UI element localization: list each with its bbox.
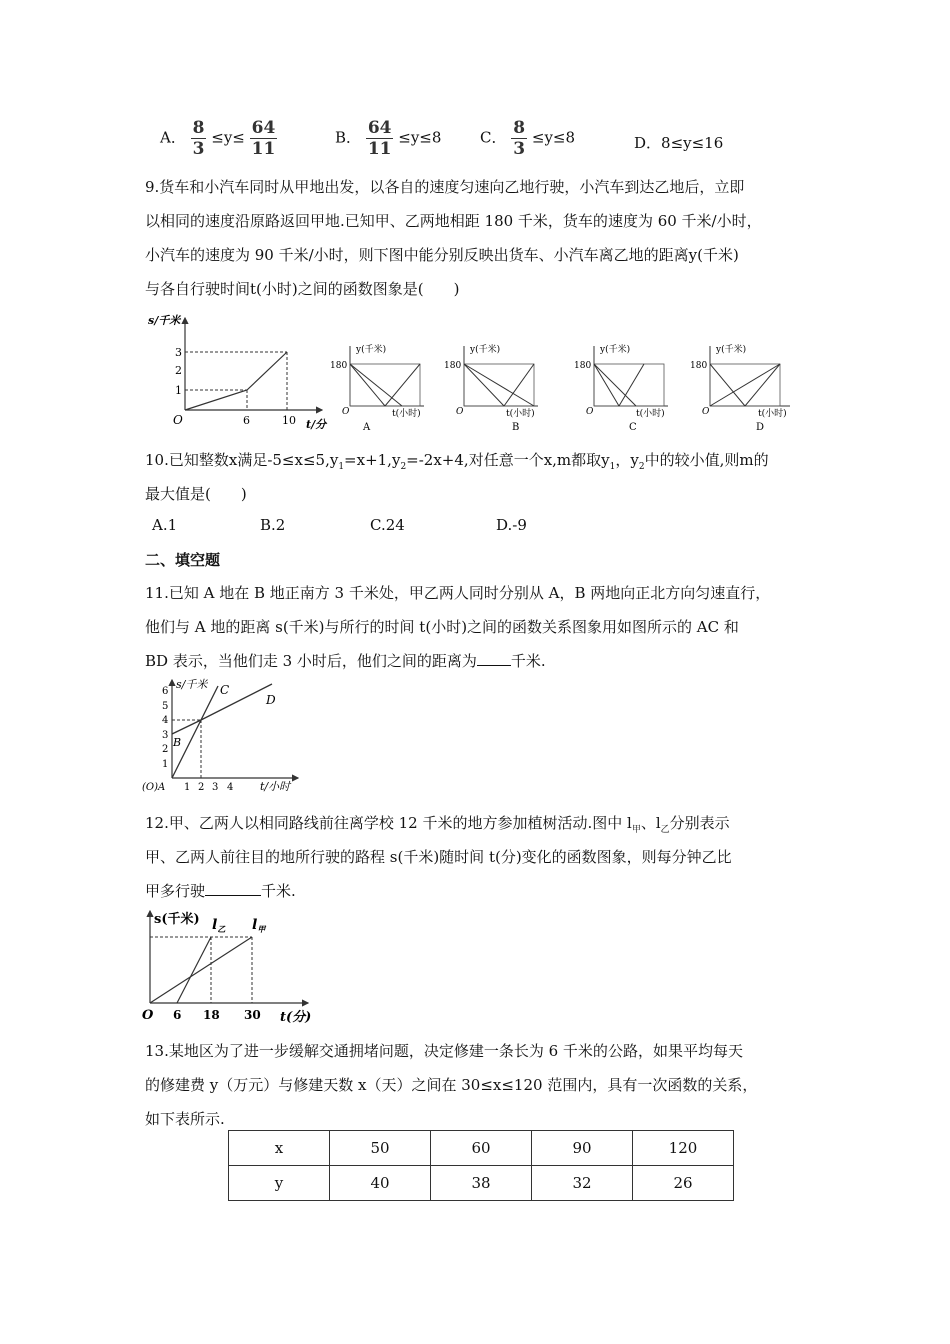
q11-graph xyxy=(140,674,305,792)
svg-text:180: 180 xyxy=(330,361,348,371)
q9-line-4: 与各自行驶时间t(小时)之间的函数图象是( ) xyxy=(145,280,460,298)
svg-text:O: O xyxy=(702,407,710,417)
line-jia xyxy=(150,937,252,1003)
table-row xyxy=(229,1131,734,1166)
svg-text:18: 18 xyxy=(203,1008,220,1022)
table-cell: 120 xyxy=(633,1131,734,1166)
svg-text:180: 180 xyxy=(444,361,462,371)
graph-a-label: A xyxy=(363,422,371,433)
q12-line-3: 甲多行驶 千米. xyxy=(145,882,296,900)
graph-c-label: C xyxy=(629,422,637,433)
svg-text:O: O xyxy=(456,407,464,417)
svg-text:y(千米): y(千米) xyxy=(600,345,631,355)
q9-line-1: 9.货车和小汽车同时从甲地出发，以各自的速度匀速向乙地行驶，小汽车到达乙地后，立即 xyxy=(145,178,745,196)
svg-text:O: O xyxy=(586,407,594,417)
svg-text:B: B xyxy=(173,736,182,749)
q9-graph-b xyxy=(444,340,544,435)
svg-text:1: 1 xyxy=(162,759,169,770)
x-tick-10: 10 xyxy=(282,414,296,427)
svg-text:y(千米): y(千米) xyxy=(716,345,747,355)
svg-text:t(小时): t(小时) xyxy=(392,409,421,419)
svg-text:2: 2 xyxy=(162,744,169,755)
q13-line-1: 13.某地区为了进一步缓解交通拥堵问题，决定修建一条长为 6 千米的公路，如果平均每天 xyxy=(145,1042,743,1060)
q13-table xyxy=(228,1130,734,1201)
svg-text:D: D xyxy=(266,693,276,707)
section-heading: 二、填空题 xyxy=(145,551,221,569)
q8-option-b: B． $\frac{64}{11}$ ≤y≤8 xyxy=(335,118,442,159)
svg-text:t(小时): t(小时) xyxy=(636,409,665,419)
table-row xyxy=(229,1166,734,1201)
q10-option-a: A.1 xyxy=(152,516,178,534)
line-bd xyxy=(201,684,272,720)
x-axis-label: t/小时 xyxy=(260,780,291,792)
svg-text:6: 6 xyxy=(173,1008,182,1022)
q8-option-c: C． $\frac{8}{3}$ ≤y≤8 xyxy=(480,118,576,159)
label-l-jia: $l_甲$ xyxy=(252,917,266,934)
svg-text:C: C xyxy=(220,683,230,697)
svg-text:5: 5 xyxy=(162,701,169,712)
fraction: $\frac{8}{3}$ xyxy=(513,118,526,159)
fraction: $\frac{64}{11}$ xyxy=(367,118,392,159)
origin-label: O xyxy=(142,1008,154,1023)
q10-option-c: C.24 xyxy=(370,516,405,534)
q8-option-d: D．8≤y≤16 xyxy=(634,134,724,152)
answer-blank[interactable] xyxy=(205,895,261,896)
q13-line-3: 如下表所示. xyxy=(145,1110,225,1128)
x-axis-label: t(分) xyxy=(280,1010,312,1025)
q11-line-3: BD 表示，当他们走 3 小时后，他们之间的距离为 千米. xyxy=(145,652,546,670)
q10-option-d: D.-9 xyxy=(496,516,527,534)
svg-text:1: 1 xyxy=(184,782,191,792)
label-l-yi: $l_乙$ xyxy=(212,917,226,934)
table-cell: 26 xyxy=(633,1166,734,1201)
table-cell: x xyxy=(229,1131,330,1166)
svg-text:180: 180 xyxy=(574,361,592,371)
svg-text:2: 2 xyxy=(198,782,205,792)
y-axis-label: s/千米 xyxy=(176,678,208,691)
origin-label: O xyxy=(173,413,183,427)
svg-text:t(小时): t(小时) xyxy=(506,409,535,419)
q10-option-b: B.2 xyxy=(260,516,286,534)
fraction: $\frac{8}{3}$ xyxy=(192,118,205,159)
q11-line-1: 11.已知 A 地在 B 地正南方 3 千米处，甲乙两人同时分别从 A，B 两地向正北方向匀速直行， xyxy=(145,584,771,602)
svg-text:30: 30 xyxy=(244,1008,261,1022)
q10-line-1: 10.已知整数x满足$-5\le x\le 5,y_1=x+1,y_2=-2x+4$,对任意一个x,m都取$y_1$，$y_2$中的较小值,则m的 xyxy=(145,451,769,472)
origin-label: (O)A xyxy=(142,782,166,792)
svg-text:4: 4 xyxy=(227,782,234,792)
y-axis-label: s/千米 xyxy=(148,314,181,327)
line-yi xyxy=(177,937,211,1003)
y-tick-2: 2 xyxy=(175,364,182,377)
y-tick-1: 1 xyxy=(175,384,182,397)
svg-text:3: 3 xyxy=(212,782,219,792)
q11-line-2: 他们与 A 地的距离 s(千米)与所行的时间 t(小时)之间的函数关系图象用如图所示的 AC 和 xyxy=(145,618,739,636)
q12-graph xyxy=(140,905,315,1025)
q9-graph-d xyxy=(690,340,800,435)
table-cell: 90 xyxy=(532,1131,633,1166)
svg-text:y(千米): y(千米) xyxy=(356,345,387,355)
q10-line-2: 最大值是( ) xyxy=(145,485,247,503)
q9-left-graph xyxy=(140,308,330,433)
q9-line-3: 小汽车的速度为 90 千米/小时，则下图中能分别反映出货车、小汽车离乙地的距离y(千米) xyxy=(145,246,739,264)
graph-b-label: B xyxy=(512,422,520,433)
y-axis-label: s(千米) xyxy=(154,912,200,927)
table-cell: 38 xyxy=(431,1166,532,1201)
svg-text:y(千米): y(千米) xyxy=(470,345,501,355)
svg-text:180: 180 xyxy=(690,361,708,371)
table-cell: 40 xyxy=(330,1166,431,1201)
answer-blank[interactable] xyxy=(477,665,511,666)
graph-d-label: D xyxy=(756,422,765,433)
q9-graph-c xyxy=(574,340,674,435)
q13-line-2: 的修建费 y（万元）与修建天数 x（天）之间在 30≤x≤120 范围内，具有一次函数的关系， xyxy=(145,1076,758,1094)
svg-text:t(小时): t(小时) xyxy=(758,409,787,419)
svg-text:4: 4 xyxy=(162,715,169,726)
distance-line xyxy=(185,352,287,410)
svg-text:3: 3 xyxy=(162,730,169,741)
table-cell: 32 xyxy=(532,1166,633,1201)
svg-text:6: 6 xyxy=(162,686,169,697)
fraction: $\frac{64}{11}$ xyxy=(251,118,276,159)
q9-graph-a xyxy=(330,340,430,435)
q8-option-a: A． $\frac{8}{3}$ ≤y≤ $\frac{64}{11}$ xyxy=(160,118,276,159)
svg-text:O: O xyxy=(342,407,350,417)
table-cell: 60 xyxy=(431,1131,532,1166)
x-tick-6: 6 xyxy=(243,414,250,427)
q12-line-1: 12.甲、乙两人以相同路线前往离学校 12 千米的地方参加植树活动.图中 $l_甲$、$l_乙$分别表示 xyxy=(145,814,730,835)
table-cell: y xyxy=(229,1166,330,1201)
line-bd xyxy=(172,720,201,734)
x-axis-label: t/分 xyxy=(306,418,327,431)
line-ac xyxy=(172,686,218,778)
q9-line-2: 以相同的速度沿原路返回甲地.已知甲、乙两地相距 180 千米，货车的速度为 60 千米/小时， xyxy=(145,212,762,230)
q12-line-2: 甲、乙两人前往目的地所行驶的路程 s(千米)随时间 t(分)变化的函数图象，则每分钟乙比 xyxy=(145,848,732,866)
table-cell: 50 xyxy=(330,1131,431,1166)
y-tick-3: 3 xyxy=(175,346,182,359)
